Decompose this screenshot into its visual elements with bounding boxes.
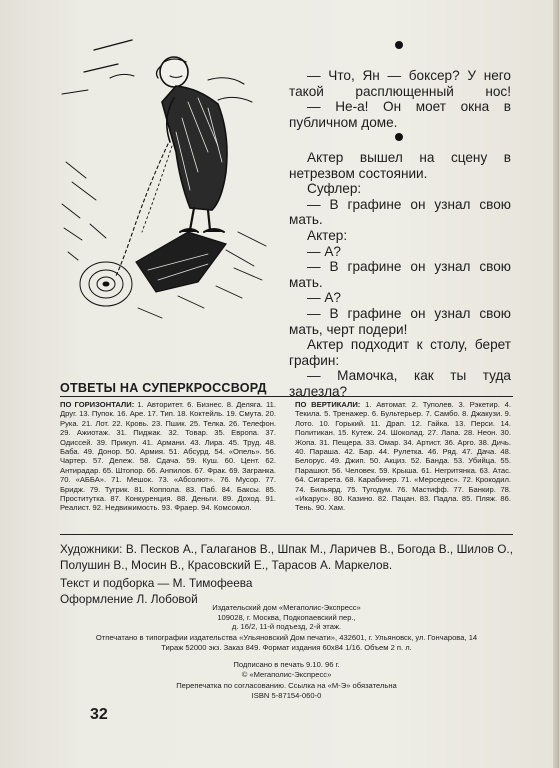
joke-2-line-5: — В графине он узнал свою мать.: [289, 259, 511, 290]
printing-block: [60, 633, 513, 652]
joke-2-intro: Актер вышел на сцену в нетрезвом состоянии.: [289, 150, 511, 181]
joke-2-line-6: — А?: [307, 290, 341, 306]
joke-2-line-1: Суфлер:: [307, 181, 362, 197]
answers-rule: [60, 396, 513, 397]
answers-vertical-heading: ПО ВЕРТИКАЛИ:: [295, 400, 361, 409]
answers-title: ОТВЕТЫ НА СУПЕРКРОССВОРД: [60, 381, 267, 395]
answers-horizontal: [60, 400, 276, 513]
signing-block: [60, 660, 513, 679]
joke-2-line-8: Актер подходит к столу, берет графин:: [289, 337, 511, 368]
joke-2: [289, 150, 511, 400]
joke-2-line-7: — В графине он узнал свою мать, черт подери!: [289, 305, 511, 337]
signed-date: Подписано в печать 9.10. 96 г.: [233, 660, 340, 669]
joke-bullet-2: [395, 133, 403, 141]
copyright: © «Мегаполис-Экспресс»: [241, 669, 332, 679]
answers-vertical-list: 1. Автомат. 2. Туполев. 3. Рэкетир. 4. Текила. 5. Тренажер. 6. Бультерьер. 7. Самбо. 8. Джакузи. 9. Лото. 10. Горький. 11. Драп. 12. Гайка. 13. Перси. 14. Политикан. 15. Кутеж. 24. Шоколад. 27. Лапа. 28. Неон. 30. Жопа. 31. Пещера. 33. Омар. 34. Артист. 36. Арго. 38. Дичь. 40. Параша. 42. Бар. 44. Рулетка. 46. Ряд. 47. Дача. 48. Белорус. 49. Джип. 50. Акциз. 52. Банда. 53. Убийца. 55. Парашют. 56. Человек. 59. Крыша. 61. Негритянка. 63. Атас. 64. Сигарета. 68. Карабинер. 71. «Мерседес». 72. Крокодил. 74. Бильярд. 75. Тугодум. 76. Мастифф. 77. Банкир. 78. «Икарус». 80. Казино. 82. Пацан. 83. Падла. 85. Пляж. 86. Тень. 90. Хам.: [295, 400, 511, 513]
joke-bullet-1: [395, 41, 403, 49]
artists-credit: Художники: В. Песков А., Галаганов В., Шпак М., Ларичев В., Богода В., Шилов О., Полушин В., Мосин В., Красовский Е., Тарасов А. Маркелов.: [60, 542, 513, 572]
isbn: ISBN 5-87154-060-0: [251, 690, 322, 700]
credits-rule: [60, 534, 513, 535]
publisher-address-2: д. 16/2, 11-й подъезд, 2-й этаж.: [231, 622, 342, 632]
joke-2-line-2: — В графине он узнал свою мать.: [289, 196, 511, 228]
joke-2-line-3: Актер:: [307, 227, 348, 243]
joke-1-line-2: — Не-а! Он моет окна в публичном доме.: [289, 99, 511, 130]
answers-horizontal-heading: ПО ГОРИЗОНТАЛИ:: [60, 400, 135, 409]
page-gutter-shadow: [553, 0, 559, 768]
publisher-address-1: 109028, г. Москва, Подкопаевский пер.,: [217, 612, 356, 622]
joke-1-line-1: — Что, Ян — боксер? У него такой расплющенный нос!: [289, 68, 511, 99]
joke-2-line-9: — Мамочка, как ты туда залезла?: [289, 368, 511, 399]
publisher-name: Издательский дом «Мегаполис-Экспресс»: [212, 603, 361, 612]
answers-vertical: [295, 400, 511, 513]
answers-horizontal-list: 1. Авторитет. 6. Бизнес. 8. Деляга. 11. Друг. 13. Пупок. 16. Аре. 17. Тип. 18. Коктейль. 19. Смута. 20. Рука. 21. Лот. 22. Кровь. 23. Пшик. 25. Телка. 26. Телефон. 29. Ажиотаж. 31. Пиджак. 32. Товар. 35. Европа. 37. Одиссей. 39. Прикуп. 41. Армани. 43. Лира. 45. Труд. 48. Баба. 49. Донор. 50. Армия. 51. Абсурд. 54. «Опель». 56. Чартер. 57. Дележ. 58. Сдача. 59. Куш. 60. Цент. 62. Антирадар. 65. Штопор. 66. Анпилов. 67. Фрак. 69. Загранка. 70. «АББА». 71. Мешок. 73. «Абсолют». 76. Мусор. 77. Бридж. 79. Тугрик. 81. Коппола. 83. Паб. 84. Баксы. 85. Проститутка. 87. Конкуренция. 88. Деньги. 89. Доход. 91. Реалист. 92. Недвижимость. 93. Фраер. 94. Комсомол.: [60, 400, 276, 513]
joke-2-line-4: — А?: [307, 243, 341, 259]
joke-1: [289, 68, 511, 130]
text-credit: Текст и подборка — М. Тимофеева: [60, 576, 253, 590]
reprint-notice: Перепечатка по согласованию. Ссылка на «М-Э» обязательна: [176, 681, 397, 690]
reprint-block: [60, 681, 513, 700]
publisher-block: [60, 603, 513, 632]
cartoon-illustration: [58, 32, 276, 332]
page-number: 32: [90, 706, 108, 723]
print-run-info: Тираж 52000 экз. Заказ 849. Формат издания 60х84 1/16. Объем 2 п. л.: [161, 642, 412, 652]
printer-info: Отпечатано в типографии издательства «Ульяновский Дом печати», 432601, г. Ульяновск, ул. Гончарова, 14: [95, 633, 478, 642]
design-credit: Оформление Л. Лобовой: [60, 591, 198, 606]
